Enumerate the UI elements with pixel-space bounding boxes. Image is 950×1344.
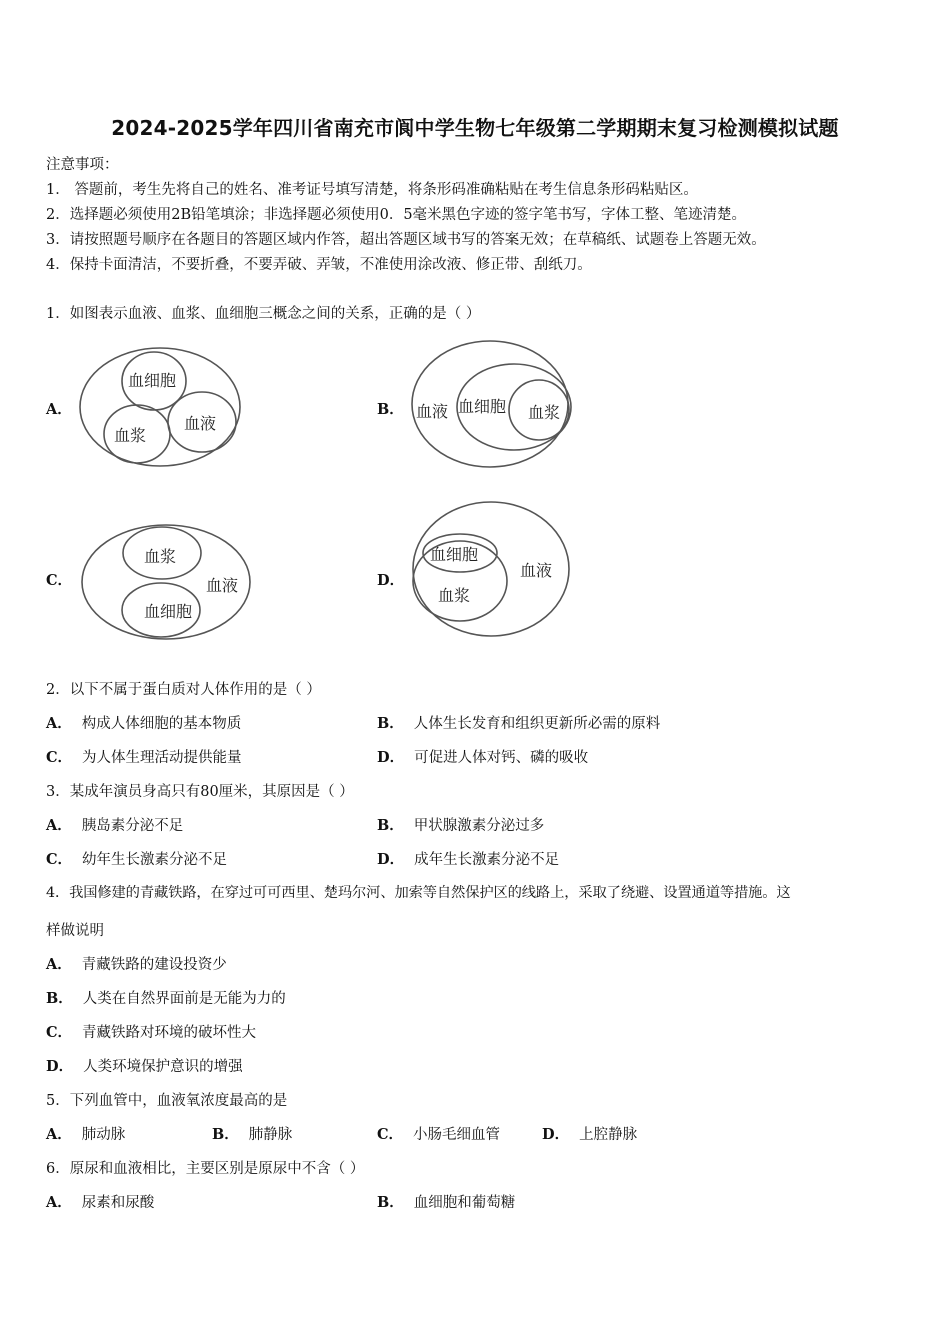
label-plasma: 血浆 xyxy=(144,547,177,566)
option-label: D． xyxy=(542,1126,570,1143)
option-label: B． xyxy=(377,1194,404,1211)
option-label: C． xyxy=(377,1126,404,1143)
q3-option-b[interactable] xyxy=(377,814,544,835)
q2-option-a[interactable] xyxy=(46,712,241,733)
notes-header: 注意事项： xyxy=(46,157,119,173)
page-title: 2024-2025学年四川省南充市阆中学生物七年级第二学期期末复习检测模拟试题 xyxy=(111,116,839,140)
q4-option-b[interactable] xyxy=(46,987,286,1008)
option-text: 幼年生长激素分泌不足 xyxy=(82,852,228,868)
label-blood-cells: 血细胞 xyxy=(128,371,177,390)
q4-option-a[interactable] xyxy=(46,953,227,974)
option-text: 青藏铁路的建设投资少 xyxy=(81,957,227,973)
option-label: B． xyxy=(46,990,73,1007)
option-label: D． xyxy=(46,1058,74,1075)
q1-option-b-label: B． xyxy=(377,401,404,418)
option-label: C． xyxy=(46,749,73,766)
q5-option-b[interactable] xyxy=(212,1123,292,1144)
q1-diagram-a xyxy=(78,345,243,470)
q1-option-a-label: A． xyxy=(46,401,72,418)
note-item: 3．请按照题号顺序在各题目的答题区域内作答，超出答题区域书写的答案无效；在草稿纸、试题卷上答题无效。 xyxy=(46,232,766,248)
option-label: B． xyxy=(377,817,404,834)
option-label: D． xyxy=(377,749,405,766)
question-1-stem: 1．如图表示血液、血浆、血细胞三概念之间的关系，正确的是（ ） xyxy=(46,306,481,322)
label-blood-cells: 血细胞 xyxy=(144,602,193,621)
q6-option-a[interactable] xyxy=(46,1191,154,1212)
q1-diagram-b xyxy=(410,338,575,473)
q3-option-c[interactable] xyxy=(46,848,227,869)
option-label: A． xyxy=(46,1194,72,1211)
question-2-stem: 2．以下不属于蛋白质对人体作用的是（ ） xyxy=(46,682,321,698)
option-text: 人类环境保护意识的增强 xyxy=(83,1059,243,1075)
q2-option-d[interactable] xyxy=(377,746,588,767)
option-label: C． xyxy=(46,851,73,868)
option-label: A． xyxy=(46,1126,72,1143)
option-text: 肺动脉 xyxy=(81,1127,126,1143)
option-label: A． xyxy=(46,956,72,973)
note-item: 1． 答题前，考生先将自己的姓名、准考证号填写清楚，将条形码准确粘贴在考生信息条形码粘贴区。 xyxy=(46,182,698,198)
option-text: 尿素和尿酸 xyxy=(81,1195,155,1211)
q3-option-a[interactable] xyxy=(46,814,183,835)
option-text: 人类在自然界面前是无能为力的 xyxy=(82,991,286,1007)
option-label: A． xyxy=(46,715,72,732)
q5-option-c[interactable] xyxy=(377,1123,500,1144)
option-text: 为人体生理活动提供能量 xyxy=(82,750,242,766)
outer-ellipse xyxy=(80,348,240,466)
option-text: 肺静脉 xyxy=(248,1127,293,1143)
label-blood-cells: 血细胞 xyxy=(430,545,479,564)
q1-diagram-c xyxy=(80,520,255,645)
question-6-stem: 6．原尿和血液相比，主要区别是原尿中不含（ ） xyxy=(46,1161,365,1177)
label-plasma: 血浆 xyxy=(114,426,147,445)
q1-option-c-label: C． xyxy=(46,572,73,589)
option-label: B． xyxy=(212,1126,239,1143)
q1-diagram-d xyxy=(410,498,575,643)
option-label: D． xyxy=(377,851,405,868)
label-plasma: 血浆 xyxy=(528,403,561,422)
option-text: 胰岛素分泌不足 xyxy=(81,818,184,834)
q3-option-d[interactable] xyxy=(377,848,559,869)
q5-option-d[interactable] xyxy=(542,1123,637,1144)
option-label: A． xyxy=(46,817,72,834)
q6-option-b[interactable] xyxy=(377,1191,515,1212)
option-label: B． xyxy=(377,715,404,732)
option-text: 可促进人体对钙、磷的吸收 xyxy=(414,750,589,766)
question-5-stem: 5．下列血管中，血液氧浓度最高的是 xyxy=(46,1093,288,1109)
q2-option-b[interactable] xyxy=(377,712,660,733)
label-plasma: 血浆 xyxy=(438,586,471,605)
note-item: 2．选择题必须使用2B铅笔填涂；非选择题必须使用0．5毫米黑色字迹的签字笔书写，字体工整、笔迹清楚。 xyxy=(46,207,747,223)
option-label: C． xyxy=(46,1024,73,1041)
option-text: 青藏铁路对环境的破坏性大 xyxy=(82,1025,257,1041)
option-text: 构成人体细胞的基本物质 xyxy=(81,716,242,732)
q5-option-a[interactable] xyxy=(46,1123,125,1144)
note-item: 4．保持卡面清洁，不要折叠，不要弄破、弄皱，不准使用涂改液、修正带、刮纸刀。 xyxy=(46,257,592,273)
option-text: 小肠毛细血管 xyxy=(413,1127,501,1143)
q2-option-c[interactable] xyxy=(46,746,242,767)
q1-option-d-label: D． xyxy=(377,572,405,589)
question-4-stem: 4．我国修建的青藏铁路，在穿过可可西里、楚玛尔河、加索等自然保护区的线路上，采取了绕避、设置通道等措施。这 xyxy=(46,885,791,901)
option-text: 成年生长激素分泌不足 xyxy=(414,852,560,868)
label-blood-cells: 血细胞 xyxy=(458,397,507,416)
question-4-stem-cont: 样做说明 xyxy=(46,923,104,939)
q4-option-c[interactable] xyxy=(46,1021,256,1042)
option-text: 人体生长发育和组织更新所必需的原料 xyxy=(413,716,661,732)
label-blood: 血液 xyxy=(206,576,239,595)
label-blood: 血液 xyxy=(184,414,217,433)
question-3-stem: 3．某成年演员身高只有80厘米，其原因是（ ） xyxy=(46,784,354,800)
label-blood: 血液 xyxy=(520,561,553,580)
option-text: 甲状腺激素分泌过多 xyxy=(413,818,545,834)
option-text: 血细胞和葡萄糖 xyxy=(413,1195,516,1211)
q4-option-d[interactable] xyxy=(46,1055,243,1076)
option-text: 上腔静脉 xyxy=(579,1127,638,1143)
label-blood: 血液 xyxy=(416,402,449,421)
